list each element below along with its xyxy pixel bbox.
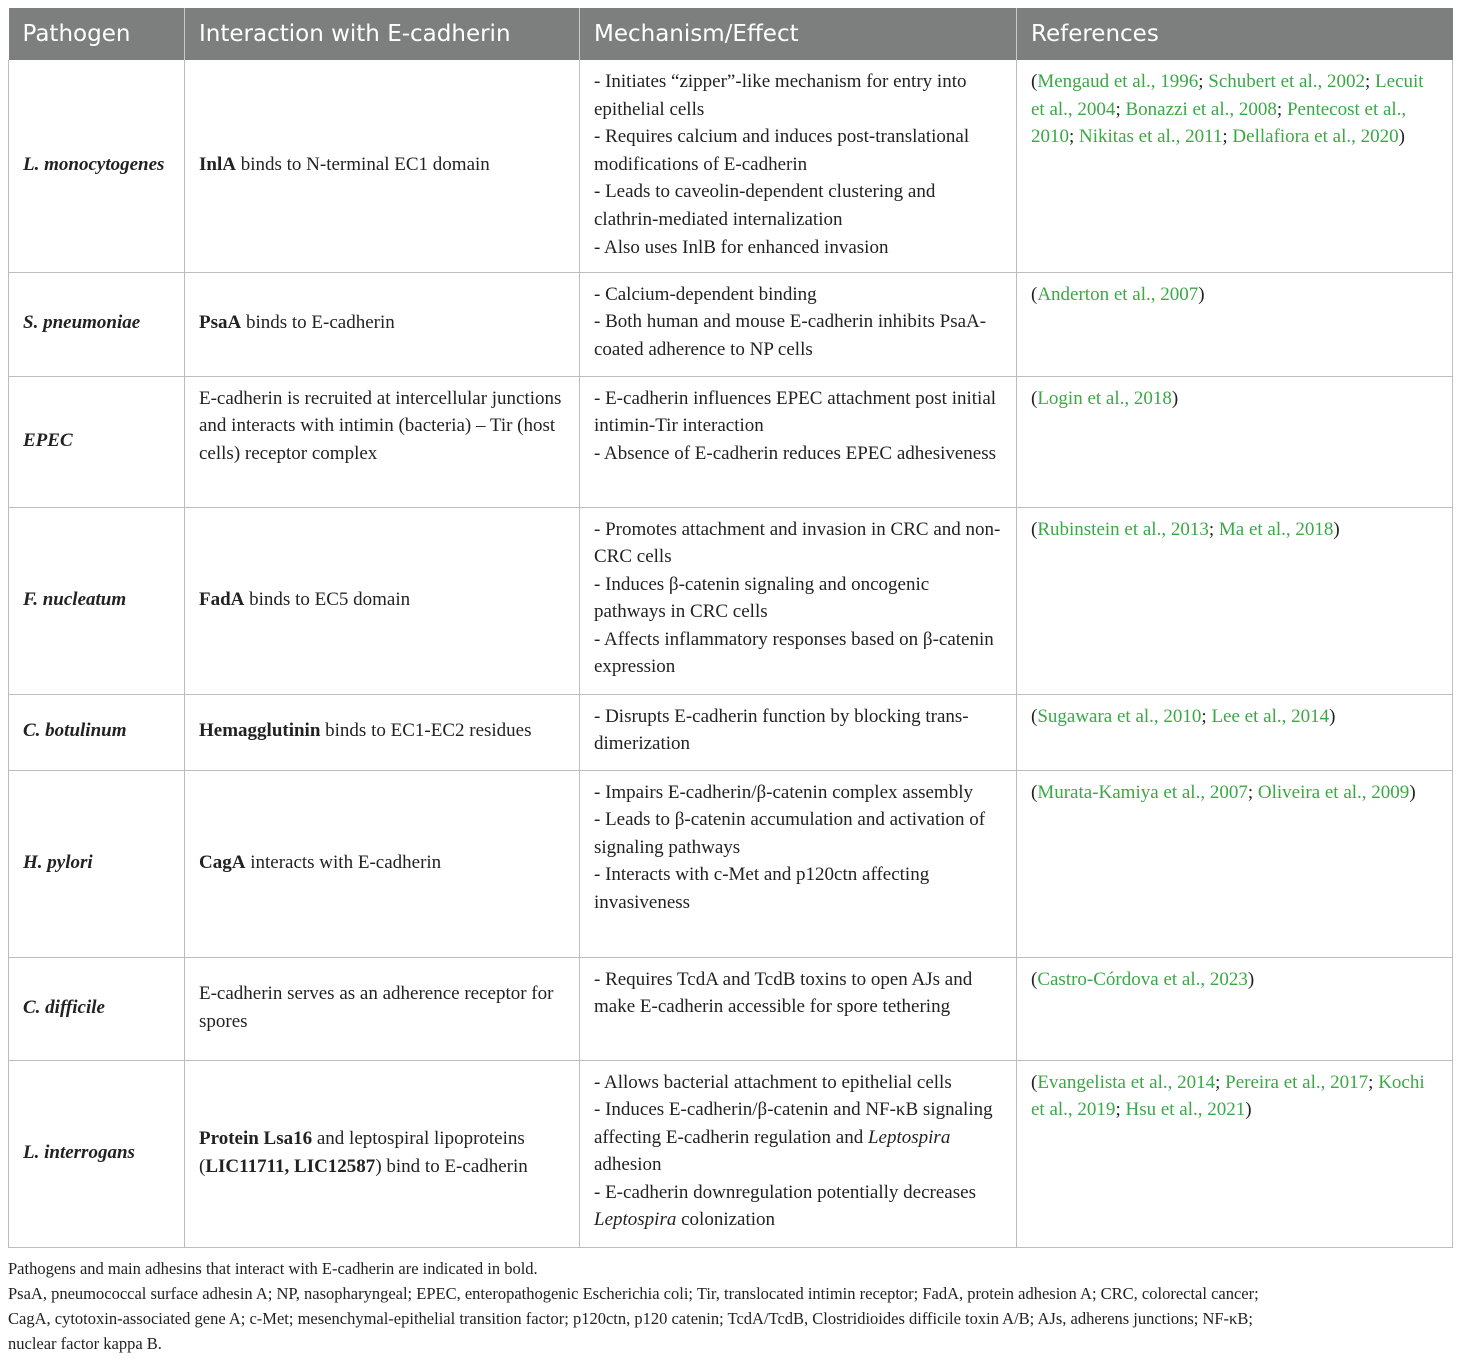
interaction-text: and leptospiral lipoproteins ( — [199, 1127, 525, 1177]
mechanism-cell — [580, 376, 1017, 507]
interaction-cell — [185, 957, 580, 1060]
mechanism-item: - Promotes attachment and invasion in CRC and non-CRC cells — [594, 518, 1001, 568]
reference-link[interactable]: Hsu et al., 2021 — [1125, 1099, 1246, 1121]
mechanism-cell — [580, 957, 1017, 1060]
pathogen-cell: L. interrogans — [9, 1060, 185, 1247]
header-references: References — [1017, 8, 1453, 60]
reference-link[interactable]: Castro-Córdova et al., 2023 — [1037, 968, 1248, 990]
table-row — [9, 272, 1453, 376]
reference-link[interactable]: Anderton et al., 2007 — [1037, 283, 1199, 305]
mechanism-item: - Induces β-catenin signaling and oncogenic pathways in CRC cells — [594, 573, 930, 623]
reference-link[interactable]: Login et al., 2018 — [1037, 387, 1172, 409]
header-pathogen: Pathogen — [9, 8, 185, 60]
interaction-cell — [185, 60, 580, 272]
reference-link[interactable]: Murata-Kamiya et al., 2007 — [1037, 781, 1248, 803]
mechanism-item: - Leads to caveolin-dependent clustering and clathrin-mediated internalization — [594, 181, 936, 230]
references-cell: (Sugawara et al., 2010; Lee et al., 2014) — [1017, 694, 1453, 770]
italic-genus: Leptospira — [594, 1209, 677, 1231]
table-footnotes — [8, 1256, 1452, 1356]
references-cell: (Anderton et al., 2007) — [1017, 272, 1453, 376]
mechanism-item: - E-cadherin influences EPEC attachment post initial intimin-Tir interaction — [594, 387, 997, 437]
pathogen-table — [8, 8, 1453, 1248]
adhesin-name: Protein Lsa16 — [199, 1127, 313, 1149]
table-row — [9, 507, 1453, 694]
table-row — [9, 1060, 1453, 1247]
references-cell: (Castro-Córdova et al., 2023) — [1017, 957, 1453, 1060]
mechanism-cell — [580, 272, 1017, 376]
mechanism-item: - Disrupts E-cadherin function by blocking trans-dimerization — [594, 705, 969, 755]
mechanism-item: - Affects inflammatory responses based on β-catenin expression — [594, 628, 994, 678]
mechanism-cell — [580, 507, 1017, 694]
reference-link[interactable]: Ma et al., 2018 — [1218, 518, 1334, 540]
adhesin-name: FadA — [199, 588, 245, 610]
interaction-text: E-cadherin is recruited at intercellular junctions and interacts with intimin (bacteria) – Tir (host cells) receptor complex — [199, 387, 562, 464]
pathogen-cell: EPEC — [9, 376, 185, 507]
mechanism-item: - Calcium-dependent binding — [594, 283, 817, 305]
reference-link[interactable]: Nikitas et al., 2011 — [1079, 126, 1223, 148]
pathogen-cell: C. botulinum — [9, 694, 185, 770]
reference-link[interactable]: Schubert et al., 2002 — [1208, 71, 1366, 92]
reference-link[interactable]: Oliveira et al., 2009 — [1257, 781, 1410, 803]
footnote-line: nuclear factor kappa B. — [8, 1334, 162, 1353]
adhesin-name: LIC11711, LIC12587 — [205, 1155, 376, 1177]
references-cell: (Evangelista et al., 2014; Pereira et al., 2017; Kochi et al., 2019; Hsu et al., 2021) — [1017, 1060, 1453, 1247]
mechanism-item: - Also uses InlB for enhanced invasion — [594, 236, 889, 258]
mechanism-cell — [580, 770, 1017, 957]
reference-link[interactable]: Bonazzi et al., 2008 — [1125, 98, 1277, 120]
adhesin-name: CagA — [199, 851, 246, 873]
references-cell: (Mengaud et al., 1996; Schubert et al., 2002; Lecuit et al., 2004; Bonazzi et al., 2008; Pentecost et al., 2010; Nikitas et al., 2011; Dellafiora et al., 2020) — [1017, 60, 1453, 272]
interaction-text: interacts with E-cadherin — [245, 851, 442, 873]
interaction-text: binds to EC5 domain — [244, 588, 411, 610]
references-cell: (Rubinstein et al., 2013; Ma et al., 2018) — [1017, 507, 1453, 694]
mechanism-item: - Both human and mouse E-cadherin inhibits PsaA-coated adherence to NP cells — [594, 311, 987, 360]
interaction-cell — [185, 376, 580, 507]
mechanism-item: - Requires TcdA and TcdB toxins to open AJs and make E-cadherin accessible for spore tethering — [594, 968, 973, 1018]
italic-genus: Leptospira — [867, 1126, 951, 1148]
reference-link[interactable]: Lecuit et al., 2004 — [1031, 71, 1424, 120]
mechanism-item: - Allows bacterial attachment to epithelial cells — [594, 1071, 952, 1093]
interaction-cell — [185, 272, 580, 376]
footnote-line: Pathogens and main adhesins that interact with E-cadherin are indicated in bold. — [8, 1259, 538, 1278]
mechanism-cell — [580, 1060, 1017, 1247]
table-row — [9, 376, 1453, 507]
table-row — [9, 770, 1453, 957]
mechanism-item: - Induces E-cadherin/β-catenin and NF-κB signaling affecting E-cadherin regulation and Leptospira adhesion — [594, 1099, 993, 1176]
interaction-cell — [185, 770, 580, 957]
reference-link[interactable]: Pereira et al., 2017 — [1225, 1071, 1369, 1093]
pathogen-cell: F. nucleatum — [9, 507, 185, 694]
mechanism-item: - E-cadherin downregulation potentially decreases Leptospira colonization — [594, 1181, 976, 1231]
interaction-text: ) bind to E-cadherin — [375, 1155, 528, 1177]
pathogen-cell: H. pylori — [9, 770, 185, 957]
adhesin-name: PsaA — [199, 312, 242, 334]
reference-link[interactable]: Dellafiora et al., 2020 — [1232, 126, 1399, 148]
interaction-cell — [185, 507, 580, 694]
interaction-text: binds to EC1-EC2 residues — [320, 720, 532, 742]
header-mechanism: Mechanism/Effect — [580, 8, 1017, 60]
table-container — [8, 8, 1452, 1248]
adhesin-name: Hemagglutinin — [199, 720, 321, 742]
table-row — [9, 957, 1453, 1060]
mechanism-item: - Initiates “zipper”-like mechanism for entry into epithelial cells — [594, 71, 967, 120]
mechanism-item: - Impairs E-cadherin/β-catenin complex assembly — [594, 781, 973, 803]
interaction-text: binds to E-cadherin — [241, 312, 395, 334]
pathogen-cell: C. difficile — [9, 957, 185, 1060]
mechanism-cell — [580, 694, 1017, 770]
footnote-line: PsaA, pneumococcal surface adhesin A; NP, nasopharyngeal; EPEC, enteropathogenic Escherichia coli; Tir, translocated intimin receptor; FadA, protein adhesion A; CRC, colorectal cancer; — [8, 1284, 1259, 1303]
reference-link[interactable]: Kochi et al., 2019 — [1031, 1071, 1425, 1121]
reference-link[interactable]: Mengaud et al., 1996 — [1037, 71, 1199, 92]
pathogen-cell: L. monocytogenes — [9, 60, 185, 272]
header-interaction: Interaction with E-cadherin — [185, 8, 580, 60]
reference-link[interactable]: Lee et al., 2014 — [1211, 705, 1330, 727]
interaction-text: E-cadherin serves as an adherence receptor for spores — [199, 982, 554, 1032]
mechanism-cell — [580, 60, 1017, 272]
reference-link[interactable]: Sugawara et al., 2010 — [1037, 705, 1202, 727]
mechanism-item: - Requires calcium and induces post-translational modifications of E-cadherin — [594, 126, 970, 175]
mechanism-item: - Leads to β-catenin accumulation and activation of signaling pathways — [594, 809, 986, 858]
table-row — [9, 694, 1453, 770]
reference-link[interactable]: Rubinstein et al., 2013 — [1037, 518, 1209, 540]
interaction-text: binds to N-terminal EC1 domain — [235, 153, 490, 175]
footnote-line: CagA, cytotoxin-associated gene A; c-Met; mesenchymal-epithelial transition factor; p120ctn, p120 catenin; TcdA/TcdB, Clostridioides difficile toxin A/B; AJs, adherens junctions; NF-κB; — [8, 1309, 1253, 1328]
interaction-cell — [185, 694, 580, 770]
table-body — [9, 60, 1453, 1247]
mechanism-item: - Absence of E-cadherin reduces EPEC adhesiveness — [594, 442, 997, 464]
references-cell: (Login et al., 2018) — [1017, 376, 1453, 507]
adhesin-name: InlA — [199, 153, 236, 175]
references-cell: (Murata-Kamiya et al., 2007; Oliveira et al., 2009) — [1017, 770, 1453, 957]
reference-link[interactable]: Evangelista et al., 2014 — [1037, 1071, 1216, 1093]
reference-link[interactable]: Pentecost et al., 2010 — [1031, 98, 1407, 148]
interaction-cell — [185, 1060, 580, 1247]
pathogen-cell: S. pneumoniae — [9, 272, 185, 376]
table-row — [9, 60, 1453, 272]
mechanism-item: - Interacts with c-Met and p120ctn affecting invasiveness — [594, 864, 930, 913]
table-header-row — [9, 8, 1453, 60]
